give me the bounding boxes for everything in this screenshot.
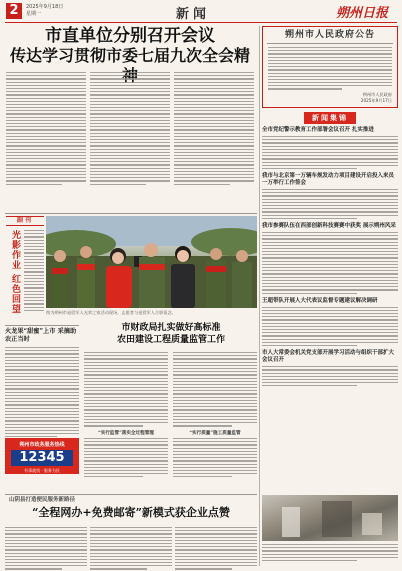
announcement-date: 2025年9月17日 bbox=[360, 98, 392, 103]
person-1-head bbox=[54, 250, 66, 262]
briefs-label: 新闻集锦 bbox=[304, 112, 356, 124]
section-title: 新闻 bbox=[176, 7, 211, 22]
left-story-body bbox=[5, 347, 79, 437]
brief-3-title: 我市参赛队伍在西部创新科技赛赛中获奖 展示朔州风采 bbox=[262, 222, 396, 229]
hotline-note: 有事就找 · 服务为民 bbox=[24, 468, 60, 473]
woman2-face bbox=[177, 250, 189, 262]
middle-story-body-col1 bbox=[84, 352, 168, 427]
lead-story-body-col3 bbox=[174, 72, 254, 185]
brief-5-body bbox=[262, 366, 398, 386]
vertical-title: 光影作业 红色回望 bbox=[10, 230, 20, 315]
photo-caption: 图为朔州市退役军人光荣之家活动现场，志愿者与退役军人合影留念。 bbox=[46, 310, 176, 315]
woman-red-dress bbox=[106, 266, 132, 308]
middle-subhead-1: “实行监管”落实全过程管理 bbox=[98, 431, 154, 436]
middle-story-body-col2 bbox=[173, 352, 257, 427]
fukan-label: 副刊 bbox=[16, 217, 33, 224]
brief-4-body bbox=[262, 307, 398, 346]
brief-1-body bbox=[262, 136, 398, 169]
left-story bbox=[5, 325, 79, 437]
brand-logo: 朔州日报 bbox=[336, 6, 389, 21]
left-sidebar-label bbox=[6, 216, 44, 226]
person-5-head bbox=[210, 248, 222, 260]
person-1-sash bbox=[52, 268, 68, 274]
left-column-rule bbox=[5, 213, 257, 214]
lead-story-body-col1 bbox=[6, 72, 86, 185]
lead-headline-line2: 传达学习贯彻市委七届九次全会精 bbox=[9, 46, 250, 65]
woman-face bbox=[112, 252, 124, 264]
brief-3-body bbox=[262, 232, 398, 294]
brief-1-title: 全市党纪警示教育工作部署会议召开 扎实推进 bbox=[262, 127, 374, 133]
bottom-story-body-col2 bbox=[90, 527, 172, 570]
middle-story bbox=[84, 322, 258, 346]
left-sidebar-body bbox=[24, 230, 44, 311]
brief-photo-shape-1 bbox=[282, 507, 300, 537]
soldier-head bbox=[144, 243, 158, 257]
hotline-title: 朔州市政务服务热线 bbox=[19, 442, 65, 448]
person-2-head bbox=[80, 246, 92, 258]
masthead bbox=[0, 0, 402, 24]
middle-headline-line2: 农田建设工程质量监管工作 bbox=[116, 335, 225, 345]
left-story-top-rule bbox=[5, 325, 79, 326]
brief-2-body bbox=[262, 189, 398, 219]
bottom-headline: “全程网办+免费邮寄”新模式获企业点赞 bbox=[32, 506, 230, 519]
person-6-body bbox=[232, 262, 252, 308]
woman2-coat bbox=[171, 264, 195, 308]
photo-scene bbox=[46, 216, 257, 308]
person-6-head bbox=[236, 250, 248, 262]
announcement-body bbox=[268, 47, 392, 90]
lead-headline-line1: 市直单位分别召开会议 bbox=[45, 26, 215, 46]
person-5-sash bbox=[206, 266, 226, 272]
brief-photo-caption bbox=[262, 544, 398, 561]
section-label-briefs bbox=[262, 112, 398, 124]
middle-subhead-2: “实行质量”施工质量监管 bbox=[189, 431, 241, 436]
right-column bbox=[262, 112, 398, 490]
masthead-rule bbox=[5, 22, 397, 23]
middle-headline-line1: 市财政局扎实做好高标准 bbox=[121, 323, 221, 333]
bottom-story-body-col1 bbox=[5, 527, 87, 570]
soldier-sash bbox=[139, 264, 165, 270]
date-line: 2025年9月18日 bbox=[26, 4, 64, 10]
left-story-title: 火龙果“甜蜜”上市 采摘助农正当时 bbox=[5, 328, 77, 343]
page-number: 2 bbox=[6, 3, 22, 19]
hotline-number: 12345 bbox=[11, 450, 73, 466]
announcement-rule bbox=[267, 43, 393, 44]
main-photo bbox=[46, 216, 257, 308]
announcement-title: 朔州市人民政府公告 bbox=[284, 30, 375, 40]
bottom-kicker: 山阴县打造便民服务新路径 bbox=[9, 497, 76, 503]
weekday: 星期一 bbox=[26, 11, 42, 17]
brief-photo-shape-3 bbox=[362, 513, 382, 535]
bottom-story bbox=[5, 497, 257, 520]
brief-photo bbox=[262, 495, 398, 541]
brief-2-title: 我市与北京第一万辆车规发动力项目建设开启投入来员一万举行工作签会 bbox=[262, 173, 395, 187]
hotline-box bbox=[5, 438, 79, 474]
brief-photo-shape-2 bbox=[322, 501, 352, 537]
brief-5-title: 市人大常委会机关党支部开展学习活动与组织干部扩大会议召开 bbox=[262, 350, 395, 364]
bottom-story-rule bbox=[5, 494, 257, 495]
column-separator-right bbox=[259, 26, 260, 566]
middle-story-body-col2b bbox=[173, 438, 257, 477]
brief-4-title: 王超带队开展人大代表议监督专题建议解决调研 bbox=[262, 297, 378, 304]
middle-story-body-col1b bbox=[84, 438, 168, 477]
lead-story-body-col2 bbox=[90, 72, 170, 185]
announcement-signature: 朔州市人民政府 bbox=[362, 92, 392, 97]
bottom-story-body-col3 bbox=[175, 527, 257, 570]
announcement-box bbox=[262, 26, 398, 108]
person-2-sash bbox=[77, 264, 95, 270]
